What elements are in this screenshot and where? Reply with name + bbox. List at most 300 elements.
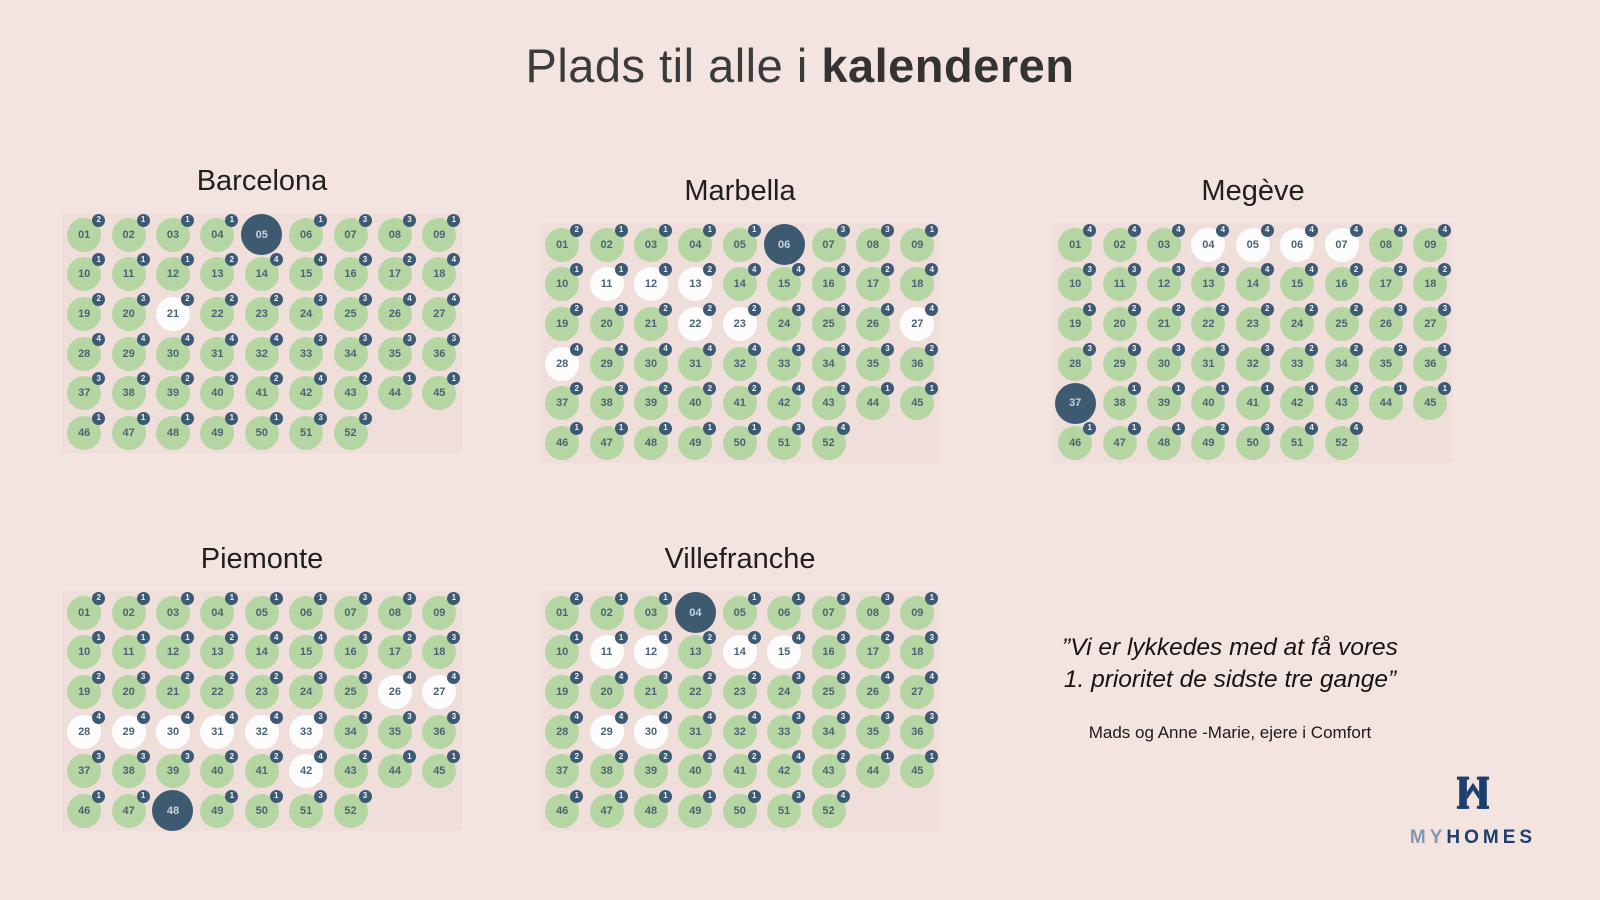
week-number: 22 bbox=[1202, 317, 1215, 330]
week-circle-39[interactable] bbox=[156, 373, 190, 410]
week-circle-09[interactable] bbox=[1413, 225, 1448, 262]
week-circle-23[interactable] bbox=[1236, 304, 1270, 341]
week-circle-42[interactable] bbox=[289, 751, 323, 788]
week-circle-23[interactable] bbox=[245, 294, 279, 331]
week-circle-46[interactable] bbox=[545, 791, 579, 828]
week-circle-39[interactable] bbox=[634, 751, 668, 788]
week-circle-32[interactable] bbox=[1236, 344, 1270, 381]
week-circle-01[interactable] bbox=[545, 225, 579, 262]
week-circle-35[interactable] bbox=[856, 712, 890, 749]
week-circle-30[interactable] bbox=[634, 712, 668, 749]
week-circle-08[interactable] bbox=[378, 215, 412, 252]
week-circle-11[interactable] bbox=[112, 632, 146, 669]
week-circle-14[interactable] bbox=[245, 632, 279, 669]
week-circle-17[interactable] bbox=[856, 632, 890, 669]
week-circle-41[interactable] bbox=[245, 751, 279, 788]
week-number: 43 bbox=[822, 397, 835, 410]
week-cell bbox=[673, 265, 717, 304]
week-cell bbox=[195, 672, 239, 711]
week-circle-09[interactable] bbox=[422, 215, 457, 252]
week-circle-06[interactable] bbox=[767, 593, 801, 630]
week-circle-27[interactable] bbox=[900, 304, 935, 341]
week-circle-39[interactable] bbox=[634, 383, 668, 420]
week-circle-20[interactable] bbox=[1103, 304, 1137, 341]
week-circle-21[interactable] bbox=[1147, 304, 1181, 341]
priority-badge: 1 bbox=[225, 592, 238, 605]
week-circle-06[interactable] bbox=[289, 593, 323, 630]
week-circle-26[interactable] bbox=[378, 294, 412, 331]
week-circle-10[interactable] bbox=[67, 632, 101, 669]
priority-badge: 2 bbox=[181, 671, 194, 684]
week-circle-26[interactable] bbox=[1369, 304, 1403, 341]
week-circle-45[interactable] bbox=[900, 751, 935, 788]
week-circle-28[interactable] bbox=[67, 334, 101, 371]
week-circle-36[interactable] bbox=[900, 344, 935, 381]
week-circle-35[interactable] bbox=[378, 334, 412, 371]
week-circle-48[interactable] bbox=[1147, 423, 1181, 460]
week-circle-27[interactable] bbox=[422, 294, 457, 331]
week-circle-07[interactable] bbox=[1325, 225, 1359, 262]
week-circle-17[interactable] bbox=[856, 264, 890, 301]
week-circle-21[interactable] bbox=[156, 294, 190, 331]
week-circle-16[interactable] bbox=[334, 632, 368, 669]
week-circle-43[interactable] bbox=[1325, 383, 1359, 420]
week-circle-03[interactable] bbox=[634, 593, 668, 630]
week-circle-14[interactable] bbox=[1236, 264, 1270, 301]
week-circle-36[interactable] bbox=[422, 334, 457, 371]
week-circle-04[interactable] bbox=[200, 215, 235, 252]
week-circle-48[interactable] bbox=[156, 413, 190, 450]
week-circle-12[interactable] bbox=[634, 264, 668, 301]
week-number: 26 bbox=[866, 685, 880, 698]
week-circle-30[interactable] bbox=[156, 712, 190, 749]
week-circle-05[interactable] bbox=[1236, 225, 1270, 262]
week-circle-38[interactable] bbox=[1103, 383, 1137, 420]
week-circle-04[interactable] bbox=[1191, 225, 1226, 262]
week-circle-36[interactable] bbox=[1413, 344, 1448, 381]
week-circle-03[interactable] bbox=[156, 215, 190, 252]
week-circle-37[interactable] bbox=[67, 751, 101, 788]
week-circle-33[interactable] bbox=[289, 334, 323, 371]
priority-badge: 2 bbox=[359, 750, 372, 763]
week-circle-18[interactable] bbox=[900, 632, 935, 669]
week-number: 45 bbox=[433, 387, 446, 400]
week-circle-38[interactable] bbox=[112, 751, 146, 788]
week-circle-10[interactable] bbox=[67, 254, 101, 291]
week-circle-16[interactable] bbox=[334, 254, 368, 291]
week-circle-32[interactable] bbox=[245, 712, 279, 749]
week-circle-42[interactable] bbox=[1280, 383, 1314, 420]
week-cell bbox=[417, 294, 461, 333]
week-circle-29[interactable] bbox=[112, 712, 146, 749]
week-circle-26[interactable] bbox=[856, 304, 890, 341]
week-circle-52[interactable] bbox=[334, 791, 368, 828]
week-circle-19[interactable] bbox=[67, 294, 101, 331]
week-circle-04[interactable] bbox=[675, 592, 716, 633]
week-circle-52[interactable] bbox=[1325, 423, 1359, 460]
week-cell bbox=[540, 423, 584, 462]
week-circle-28[interactable] bbox=[545, 344, 579, 381]
week-circle-28[interactable] bbox=[545, 712, 579, 749]
week-circle-51[interactable] bbox=[1280, 423, 1314, 460]
week-circle-16[interactable] bbox=[812, 632, 846, 669]
week-cell bbox=[629, 712, 673, 751]
week-circle-46[interactable] bbox=[67, 413, 101, 450]
week-circle-42[interactable] bbox=[767, 383, 801, 420]
week-number: 25 bbox=[822, 317, 835, 330]
week-circle-47[interactable] bbox=[112, 413, 146, 450]
week-circle-03[interactable] bbox=[156, 593, 190, 630]
week-circle-49[interactable] bbox=[1191, 423, 1226, 460]
week-circle-33[interactable] bbox=[289, 712, 323, 749]
week-circle-44[interactable] bbox=[1369, 383, 1403, 420]
week-circle-08[interactable] bbox=[1369, 225, 1403, 262]
week-cell bbox=[107, 374, 151, 413]
week-circle-41[interactable] bbox=[245, 373, 279, 410]
week-circle-52[interactable] bbox=[812, 423, 846, 460]
week-circle-30[interactable] bbox=[156, 334, 190, 371]
week-circle-20[interactable] bbox=[590, 672, 624, 709]
week-circle-15[interactable] bbox=[767, 264, 801, 301]
week-circle-41[interactable] bbox=[1236, 383, 1270, 420]
week-circle-25[interactable] bbox=[1325, 304, 1359, 341]
week-circle-24[interactable] bbox=[289, 672, 323, 709]
week-circle-37[interactable] bbox=[545, 383, 579, 420]
week-circle-52[interactable] bbox=[812, 791, 846, 828]
week-circle-27[interactable] bbox=[422, 672, 457, 709]
week-circle-43[interactable] bbox=[812, 383, 846, 420]
week-circle-10[interactable] bbox=[545, 264, 579, 301]
priority-badge: 2 bbox=[570, 382, 583, 395]
week-circle-22[interactable] bbox=[678, 672, 713, 709]
week-circle-44[interactable] bbox=[856, 751, 890, 788]
week-circle-27[interactable] bbox=[1413, 304, 1448, 341]
week-number: 21 bbox=[644, 317, 658, 330]
week-circle-19[interactable] bbox=[545, 672, 579, 709]
week-circle-47[interactable] bbox=[590, 791, 624, 828]
week-cell bbox=[1320, 384, 1364, 423]
week-circle-25[interactable] bbox=[334, 672, 368, 709]
priority-badge: 1 bbox=[225, 790, 238, 803]
week-circle-22[interactable] bbox=[678, 304, 713, 341]
week-circle-14[interactable] bbox=[245, 254, 279, 291]
week-circle-37[interactable] bbox=[1055, 383, 1096, 424]
priority-badge: 1 bbox=[1438, 382, 1451, 395]
week-circle-10[interactable] bbox=[1058, 264, 1092, 301]
week-circle-49[interactable] bbox=[678, 423, 713, 460]
week-circle-40[interactable] bbox=[200, 751, 235, 788]
week-circle-50[interactable] bbox=[723, 791, 757, 828]
week-circle-44[interactable] bbox=[856, 383, 890, 420]
priority-badge: 2 bbox=[748, 671, 761, 684]
week-circle-47[interactable] bbox=[1103, 423, 1137, 460]
week-circle-34[interactable] bbox=[812, 712, 846, 749]
week-circle-05[interactable] bbox=[241, 214, 282, 255]
week-circle-28[interactable] bbox=[67, 712, 101, 749]
week-circle-50[interactable] bbox=[245, 413, 279, 450]
week-circle-46[interactable] bbox=[545, 423, 579, 460]
week-circle-30[interactable] bbox=[1147, 344, 1181, 381]
week-circle-19[interactable] bbox=[67, 672, 101, 709]
week-circle-04[interactable] bbox=[678, 225, 713, 262]
week-circle-13[interactable] bbox=[200, 632, 235, 669]
week-circle-29[interactable] bbox=[590, 344, 624, 381]
week-circle-17[interactable] bbox=[1369, 264, 1403, 301]
week-circle-11[interactable] bbox=[590, 264, 624, 301]
week-circle-44[interactable] bbox=[378, 751, 412, 788]
week-circle-05[interactable] bbox=[245, 593, 279, 630]
week-circle-33[interactable] bbox=[1280, 344, 1314, 381]
week-circle-27[interactable] bbox=[900, 672, 935, 709]
week-circle-19[interactable] bbox=[1058, 304, 1092, 341]
week-circle-50[interactable] bbox=[245, 791, 279, 828]
week-circle-09[interactable] bbox=[900, 593, 935, 630]
week-circle-34[interactable] bbox=[1325, 344, 1359, 381]
week-number: 48 bbox=[166, 804, 180, 817]
week-number: 11 bbox=[600, 278, 613, 291]
week-circle-18[interactable] bbox=[422, 632, 457, 669]
week-circle-12[interactable] bbox=[156, 632, 190, 669]
week-circle-42[interactable] bbox=[767, 751, 801, 788]
week-circle-48[interactable] bbox=[634, 423, 668, 460]
week-circle-46[interactable] bbox=[1058, 423, 1092, 460]
week-circle-31[interactable] bbox=[678, 344, 713, 381]
week-circle-48[interactable] bbox=[634, 791, 668, 828]
week-circle-08[interactable] bbox=[378, 593, 412, 630]
week-circle-26[interactable] bbox=[856, 672, 890, 709]
week-number: 27 bbox=[911, 685, 924, 698]
week-circle-17[interactable] bbox=[378, 632, 412, 669]
week-circle-15[interactable] bbox=[289, 632, 323, 669]
week-circle-24[interactable] bbox=[289, 294, 323, 331]
week-circle-21[interactable] bbox=[156, 672, 190, 709]
week-circle-31[interactable] bbox=[200, 712, 235, 749]
week-circle-11[interactable] bbox=[112, 254, 146, 291]
week-circle-31[interactable] bbox=[1191, 344, 1226, 381]
week-circle-25[interactable] bbox=[812, 304, 846, 341]
week-cell bbox=[417, 633, 461, 672]
week-circle-43[interactable] bbox=[334, 751, 368, 788]
week-number: 50 bbox=[255, 426, 268, 439]
week-circle-41[interactable] bbox=[723, 383, 757, 420]
week-circle-11[interactable] bbox=[590, 632, 624, 669]
week-circle-33[interactable] bbox=[767, 344, 801, 381]
week-circle-31[interactable] bbox=[200, 334, 235, 371]
week-circle-48[interactable] bbox=[152, 790, 193, 831]
week-circle-43[interactable] bbox=[334, 373, 368, 410]
week-circle-01[interactable] bbox=[67, 593, 101, 630]
week-circle-20[interactable] bbox=[590, 304, 624, 341]
week-cell bbox=[62, 672, 106, 711]
week-circle-20[interactable] bbox=[112, 672, 146, 709]
week-circle-15[interactable] bbox=[289, 254, 323, 291]
week-circle-39[interactable] bbox=[156, 751, 190, 788]
week-circle-08[interactable] bbox=[856, 593, 890, 630]
week-circle-52[interactable] bbox=[334, 413, 368, 450]
week-circle-07[interactable] bbox=[812, 225, 846, 262]
week-circle-39[interactable] bbox=[1147, 383, 1181, 420]
week-circle-43[interactable] bbox=[812, 751, 846, 788]
priority-badge: 2 bbox=[1216, 263, 1229, 276]
week-circle-22[interactable] bbox=[1191, 304, 1226, 341]
week-circle-04[interactable] bbox=[200, 593, 235, 630]
week-circle-05[interactable] bbox=[723, 593, 757, 630]
week-circle-13[interactable] bbox=[678, 264, 713, 301]
week-circle-02[interactable] bbox=[590, 593, 624, 630]
week-circle-32[interactable] bbox=[723, 344, 757, 381]
week-circle-34[interactable] bbox=[334, 334, 368, 371]
week-circle-07[interactable] bbox=[812, 593, 846, 630]
week-circle-19[interactable] bbox=[545, 304, 579, 341]
week-circle-29[interactable] bbox=[590, 712, 624, 749]
week-circle-06[interactable] bbox=[289, 215, 323, 252]
week-circle-36[interactable] bbox=[422, 712, 457, 749]
week-circle-12[interactable] bbox=[156, 254, 190, 291]
week-circle-38[interactable] bbox=[112, 373, 146, 410]
week-circle-03[interactable] bbox=[634, 225, 668, 262]
week-circle-24[interactable] bbox=[767, 304, 801, 341]
week-circle-29[interactable] bbox=[112, 334, 146, 371]
week-circle-18[interactable] bbox=[422, 254, 457, 291]
week-circle-18[interactable] bbox=[1413, 264, 1448, 301]
week-number: 44 bbox=[866, 765, 880, 778]
week-circle-45[interactable] bbox=[900, 383, 935, 420]
week-circle-35[interactable] bbox=[378, 712, 412, 749]
priority-badge: 3 bbox=[1438, 303, 1451, 316]
week-circle-50[interactable] bbox=[723, 423, 757, 460]
week-cell bbox=[1053, 344, 1097, 383]
week-number: 17 bbox=[866, 278, 880, 291]
week-circle-37[interactable] bbox=[545, 751, 579, 788]
week-circle-37[interactable] bbox=[67, 373, 101, 410]
priority-badge: 1 bbox=[1394, 382, 1407, 395]
week-circle-23[interactable] bbox=[723, 304, 757, 341]
week-circle-09[interactable] bbox=[900, 225, 935, 262]
week-circle-20[interactable] bbox=[112, 294, 146, 331]
week-circle-08[interactable] bbox=[856, 225, 890, 262]
week-circle-09[interactable] bbox=[422, 593, 457, 630]
week-circle-45[interactable] bbox=[422, 751, 457, 788]
week-circle-16[interactable] bbox=[812, 264, 846, 301]
week-circle-51[interactable] bbox=[767, 423, 801, 460]
week-circle-24[interactable] bbox=[767, 672, 801, 709]
week-circle-47[interactable] bbox=[112, 791, 146, 828]
week-circle-14[interactable] bbox=[723, 632, 757, 669]
week-circle-49[interactable] bbox=[200, 791, 235, 828]
week-circle-29[interactable] bbox=[1103, 344, 1137, 381]
week-circle-42[interactable] bbox=[289, 373, 323, 410]
week-circle-12[interactable] bbox=[634, 632, 668, 669]
week-circle-51[interactable] bbox=[767, 791, 801, 828]
week-circle-33[interactable] bbox=[767, 712, 801, 749]
week-circle-01[interactable] bbox=[545, 593, 579, 630]
week-cell bbox=[329, 593, 373, 632]
week-circle-44[interactable] bbox=[378, 373, 412, 410]
week-circle-02[interactable] bbox=[112, 215, 146, 252]
week-circle-36[interactable] bbox=[900, 712, 935, 749]
week-circle-15[interactable] bbox=[767, 632, 801, 669]
week-circle-34[interactable] bbox=[812, 344, 846, 381]
week-circle-13[interactable] bbox=[678, 632, 713, 669]
week-circle-12[interactable] bbox=[1147, 264, 1181, 301]
week-circle-32[interactable] bbox=[245, 334, 279, 371]
week-circle-02[interactable] bbox=[590, 225, 624, 262]
week-circle-45[interactable] bbox=[422, 373, 457, 410]
week-circle-15[interactable] bbox=[1280, 264, 1314, 301]
week-circle-13[interactable] bbox=[200, 254, 235, 291]
week-circle-50[interactable] bbox=[1236, 423, 1270, 460]
week-circle-31[interactable] bbox=[678, 712, 713, 749]
week-circle-34[interactable] bbox=[334, 712, 368, 749]
week-circle-40[interactable] bbox=[200, 373, 235, 410]
week-circle-30[interactable] bbox=[634, 344, 668, 381]
week-circle-16[interactable] bbox=[1325, 264, 1359, 301]
priority-badge: 3 bbox=[837, 631, 850, 644]
week-circle-23[interactable] bbox=[245, 672, 279, 709]
week-circle-46[interactable] bbox=[67, 791, 101, 828]
week-number: 04 bbox=[211, 228, 224, 241]
week-circle-26[interactable] bbox=[378, 672, 412, 709]
week-circle-49[interactable] bbox=[200, 413, 235, 450]
week-circle-22[interactable] bbox=[200, 294, 235, 331]
week-circle-49[interactable] bbox=[678, 791, 713, 828]
priority-badge: 3 bbox=[1083, 263, 1096, 276]
week-circle-07[interactable] bbox=[334, 215, 368, 252]
week-circle-38[interactable] bbox=[590, 383, 624, 420]
week-circle-51[interactable] bbox=[289, 791, 323, 828]
week-circle-11[interactable] bbox=[1103, 264, 1137, 301]
week-circle-25[interactable] bbox=[334, 294, 368, 331]
week-circle-47[interactable] bbox=[590, 423, 624, 460]
week-circle-38[interactable] bbox=[590, 751, 624, 788]
week-circle-40[interactable] bbox=[678, 751, 713, 788]
week-circle-35[interactable] bbox=[1369, 344, 1403, 381]
priority-badge: 1 bbox=[92, 412, 105, 425]
week-circle-18[interactable] bbox=[900, 264, 935, 301]
week-circle-13[interactable] bbox=[1191, 264, 1226, 301]
week-circle-02[interactable] bbox=[112, 593, 146, 630]
week-circle-35[interactable] bbox=[856, 344, 890, 381]
week-circle-32[interactable] bbox=[723, 712, 757, 749]
week-circle-24[interactable] bbox=[1280, 304, 1314, 341]
week-circle-10[interactable] bbox=[545, 632, 579, 669]
week-circle-21[interactable] bbox=[634, 304, 668, 341]
week-circle-05[interactable] bbox=[723, 225, 757, 262]
week-circle-02[interactable] bbox=[1103, 225, 1137, 262]
week-circle-40[interactable] bbox=[1191, 383, 1226, 420]
week-circle-07[interactable] bbox=[334, 593, 368, 630]
week-circle-40[interactable] bbox=[678, 383, 713, 420]
week-circle-01[interactable] bbox=[1058, 225, 1092, 262]
week-circle-01[interactable] bbox=[67, 215, 101, 252]
week-circle-06[interactable] bbox=[1280, 225, 1314, 262]
week-circle-06[interactable] bbox=[764, 224, 805, 265]
week-cell bbox=[373, 712, 417, 751]
week-circle-03[interactable] bbox=[1147, 225, 1181, 262]
week-circle-25[interactable] bbox=[812, 672, 846, 709]
week-circle-23[interactable] bbox=[723, 672, 757, 709]
week-circle-17[interactable] bbox=[378, 254, 412, 291]
priority-badge: 3 bbox=[403, 333, 416, 346]
week-circle-41[interactable] bbox=[723, 751, 757, 788]
week-circle-14[interactable] bbox=[723, 264, 757, 301]
week-circle-45[interactable] bbox=[1413, 383, 1448, 420]
week-circle-51[interactable] bbox=[289, 413, 323, 450]
week-circle-28[interactable] bbox=[1058, 344, 1092, 381]
week-circle-21[interactable] bbox=[634, 672, 668, 709]
week-cell bbox=[1186, 225, 1230, 264]
week-circle-22[interactable] bbox=[200, 672, 235, 709]
